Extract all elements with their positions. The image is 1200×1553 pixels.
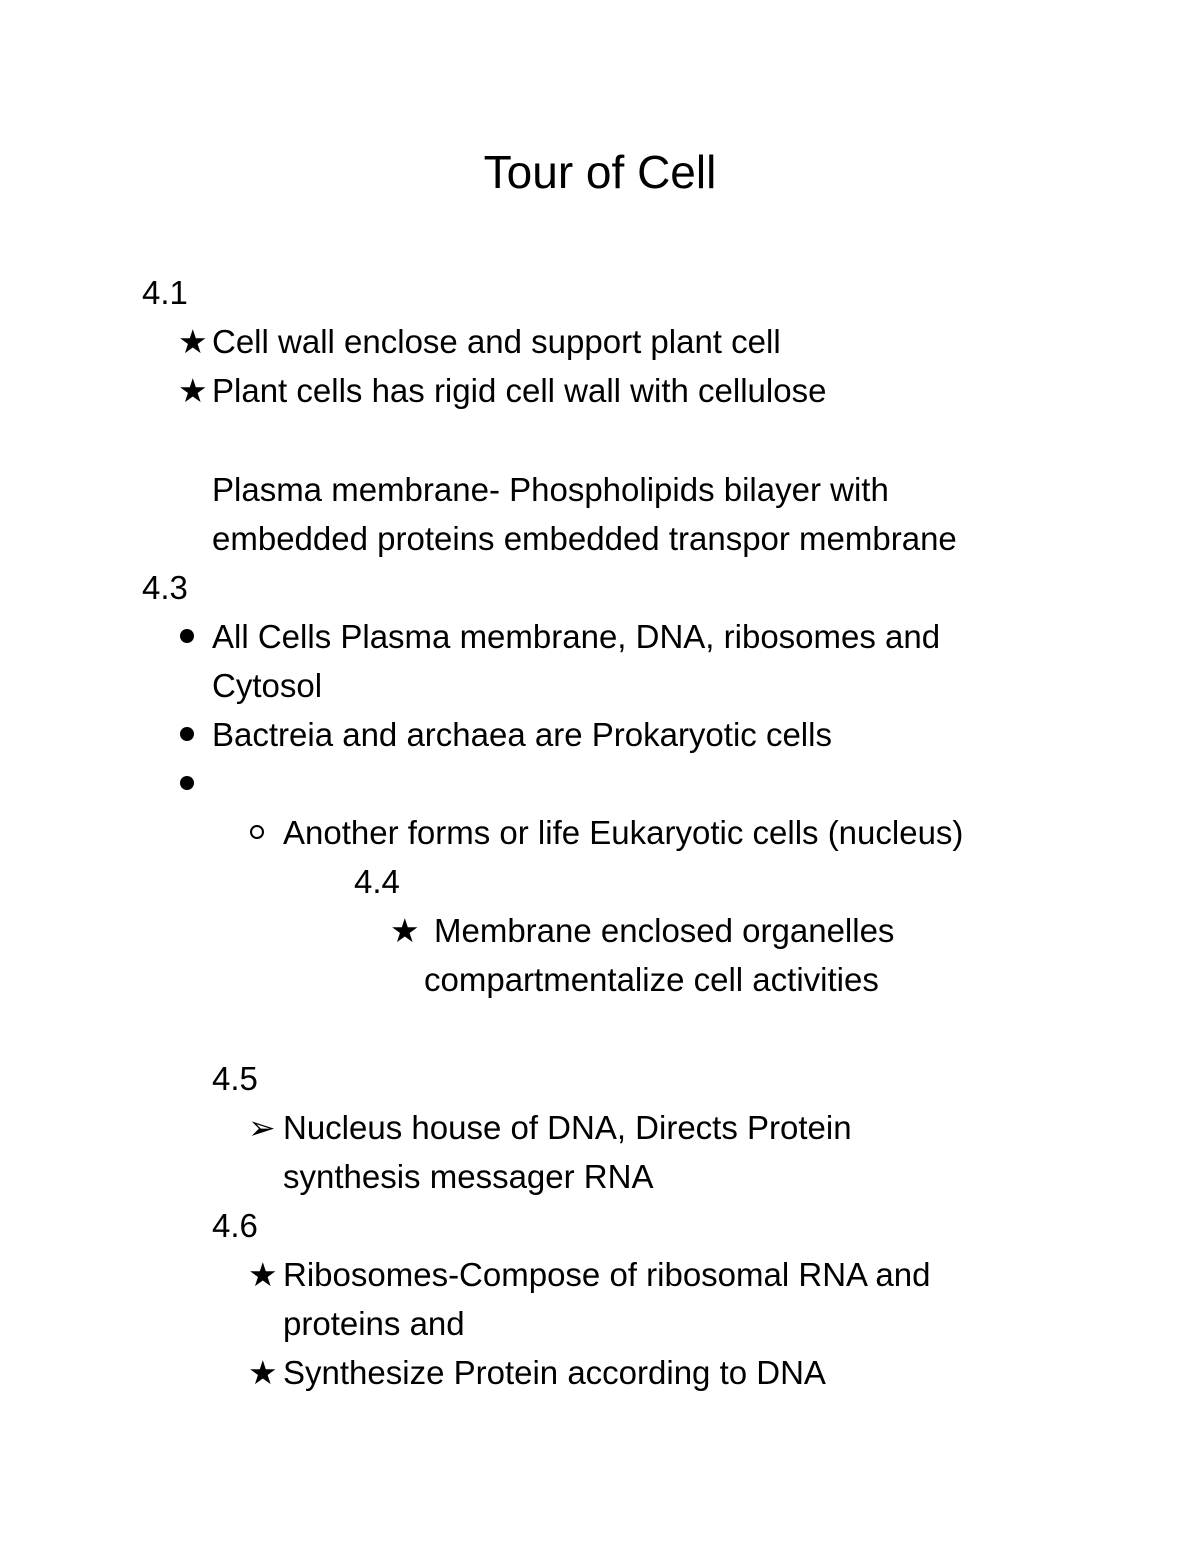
star-icon: ★	[248, 1354, 278, 1391]
list-item	[178, 317, 781, 366]
list-item	[248, 1250, 930, 1299]
list-item	[178, 366, 826, 415]
list-item-text: All Cells Plasma membrane, DNA, ribosomes and	[212, 618, 941, 655]
section-heading-4-1: 4.1	[142, 274, 188, 311]
list-item	[248, 1103, 852, 1152]
arrow-icon: ➢	[248, 1109, 276, 1146]
bullet-dot-icon	[180, 776, 194, 790]
page-title: Tour of Cell	[483, 146, 717, 198]
bullet-dot-icon	[180, 727, 194, 741]
paragraph-line: embedded proteins embedded transpor membrane	[212, 520, 957, 557]
list-item-continuation: Cytosol	[212, 667, 323, 704]
list-item-continuation: compartmentalize cell activities	[424, 961, 879, 998]
list-item-empty	[180, 759, 212, 808]
bullet-ring-icon	[250, 825, 264, 839]
list-item-text: Nucleus house of DNA, Directs Protein	[283, 1109, 852, 1146]
section-heading-4-6: 4.6	[212, 1207, 258, 1244]
list-item-text: Ribosomes-Compose of ribosomal RNA and	[283, 1256, 931, 1293]
section-heading-4-3: 4.3	[142, 569, 188, 606]
star-icon: ★	[178, 372, 208, 409]
star-icon: ★	[390, 912, 420, 949]
list-item-continuation: synthesis messager RNA	[283, 1158, 654, 1195]
sub-list-item	[250, 808, 963, 857]
section-heading-4-4: 4.4	[354, 863, 400, 900]
section-heading-4-5: 4.5	[212, 1060, 258, 1097]
list-item	[248, 1348, 826, 1397]
list-item-text: Synthesize Protein according to DNA	[283, 1354, 826, 1391]
list-item-text: Membrane enclosed organelles	[434, 912, 895, 949]
list-item	[180, 612, 940, 661]
star-icon: ★	[178, 323, 208, 360]
bullet-dot-icon	[180, 629, 194, 643]
list-item-text: Cell wall enclose and support plant cell	[212, 323, 781, 360]
list-item-text: Bactreia and archaea are Prokaryotic cells	[212, 716, 832, 753]
star-icon: ★	[248, 1256, 278, 1293]
paragraph-line: Plasma membrane- Phospholipids bilayer with	[212, 471, 889, 508]
sub-list-item-text: Another forms or life Eukaryotic cells (nucleus)	[283, 814, 964, 851]
list-item	[390, 906, 894, 955]
list-item-text: Plant cells has rigid cell wall with cellulose	[212, 372, 827, 409]
list-item	[180, 710, 832, 759]
list-item-continuation: proteins and	[283, 1305, 465, 1342]
